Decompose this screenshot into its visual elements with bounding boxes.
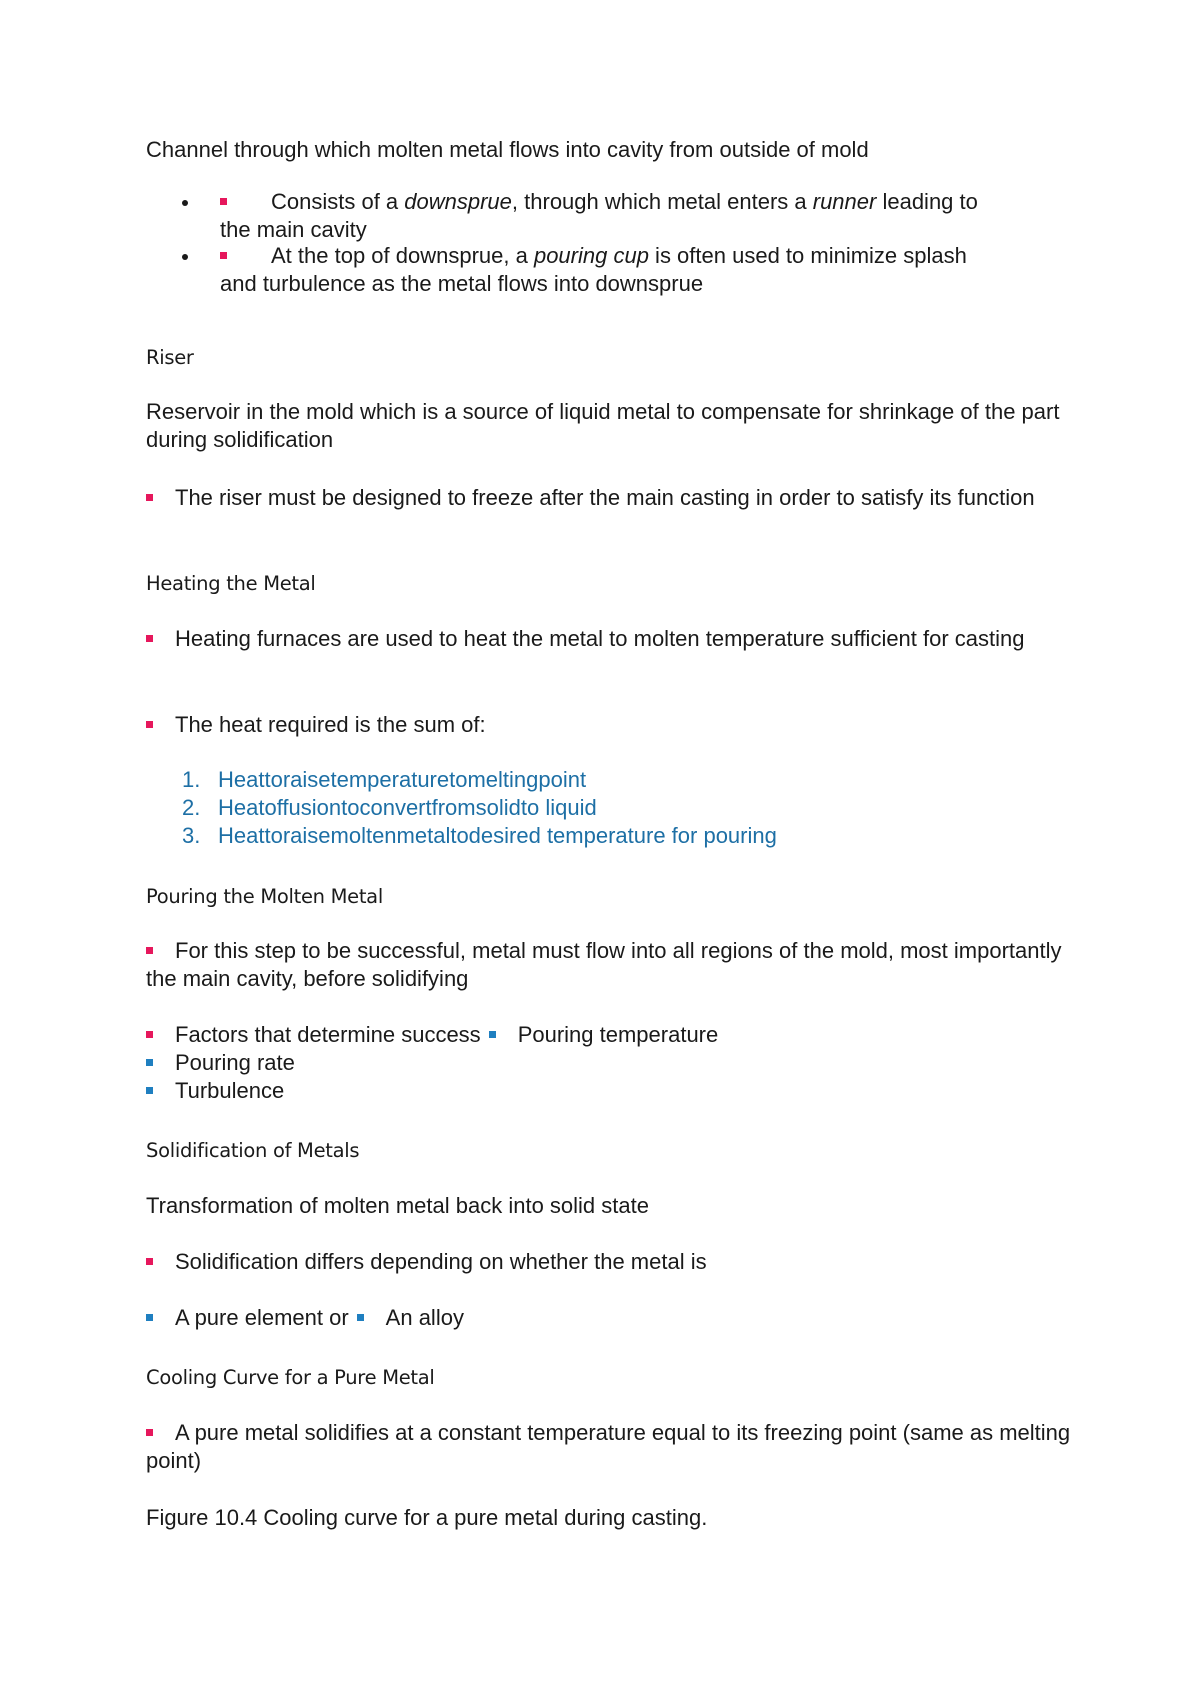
pouring-sub-bullet: Turbulence (146, 1077, 1086, 1105)
blue-square-bullet-icon (146, 1314, 153, 1321)
blue-square-bullet-icon (146, 1059, 153, 1066)
pink-square-bullet-icon (146, 494, 153, 501)
solidification-paragraph: Transformation of molten metal back into solid state (146, 1193, 649, 1218)
heading-pouring: Pouring the Molten Metal (146, 885, 383, 908)
pink-square-bullet-icon (146, 947, 153, 954)
pink-square-bullet-icon (220, 252, 227, 259)
pink-square-bullet-icon (146, 1429, 153, 1436)
heating-bullet-1: Heating furnaces are used to heat the metal to molten temperature sufficient for casting (146, 625, 1086, 653)
pouring-bullet-1: For this step to be successful, metal must flow into all regions of the mold, most importantly the main cavity, before solidifying (146, 938, 1062, 991)
numbered-item: 2. Heatoffusiontoconvertfromsolidto liquid (182, 795, 597, 820)
intro-paragraph: Channel through which molten metal flows into cavity from outside of mold (146, 137, 869, 162)
pink-square-bullet-icon (146, 635, 153, 642)
list-item: At the top of downsprue, a pouring cup is often used to minimize splash and turbulence as the metal flows into downsprue (182, 242, 1062, 298)
bullet-dot-icon (182, 200, 188, 206)
solidification-bullet: Solidification differs depending on whether the metal is (146, 1248, 1086, 1276)
pink-square-bullet-icon (220, 198, 227, 205)
heading-riser: Riser (146, 346, 194, 369)
blue-square-bullet-icon (357, 1314, 364, 1321)
pink-square-bullet-icon (146, 721, 153, 728)
pouring-bullet-2: Factors that determine success Pouring temperature (146, 1021, 1086, 1049)
heading-solidification: Solidification of Metals (146, 1139, 360, 1162)
bullet-dot-icon (182, 254, 188, 260)
heading-heating: Heating the Metal (146, 572, 316, 595)
pink-square-bullet-icon (146, 1031, 153, 1038)
figure-caption: Figure 10.4 Cooling curve for a pure metal during casting. (146, 1505, 708, 1530)
riser-paragraph: Reservoir in the mold which is a source of liquid metal to compensate for shrinkage of the part during solidification (146, 399, 1060, 452)
list-item: Consists of a downsprue, through which metal enters a runner leading to the main cavity (182, 188, 1062, 244)
cooling-bullet: A pure metal solidifies at a constant temperature equal to its freezing point (same as melting point) (146, 1420, 1071, 1473)
riser-bullet: The riser must be designed to freeze after the main casting in order to satisfy its function (146, 484, 1086, 512)
blue-square-bullet-icon (489, 1031, 496, 1038)
heading-cooling-curve: Cooling Curve for a Pure Metal (146, 1366, 435, 1389)
numbered-item: 3. Heattoraisemoltenmetaltodesired temperature for pouring (182, 823, 777, 848)
pouring-sub-bullet: Pouring rate (146, 1049, 1086, 1077)
numbered-item: 1. Heattoraisetemperaturetomeltingpoint (182, 767, 587, 792)
blue-square-bullet-icon (146, 1087, 153, 1094)
pink-square-bullet-icon (146, 1258, 153, 1265)
heating-bullet-2: The heat required is the sum of: (146, 711, 1086, 739)
solidification-sub-bullet: A pure element or An alloy (146, 1304, 1086, 1332)
